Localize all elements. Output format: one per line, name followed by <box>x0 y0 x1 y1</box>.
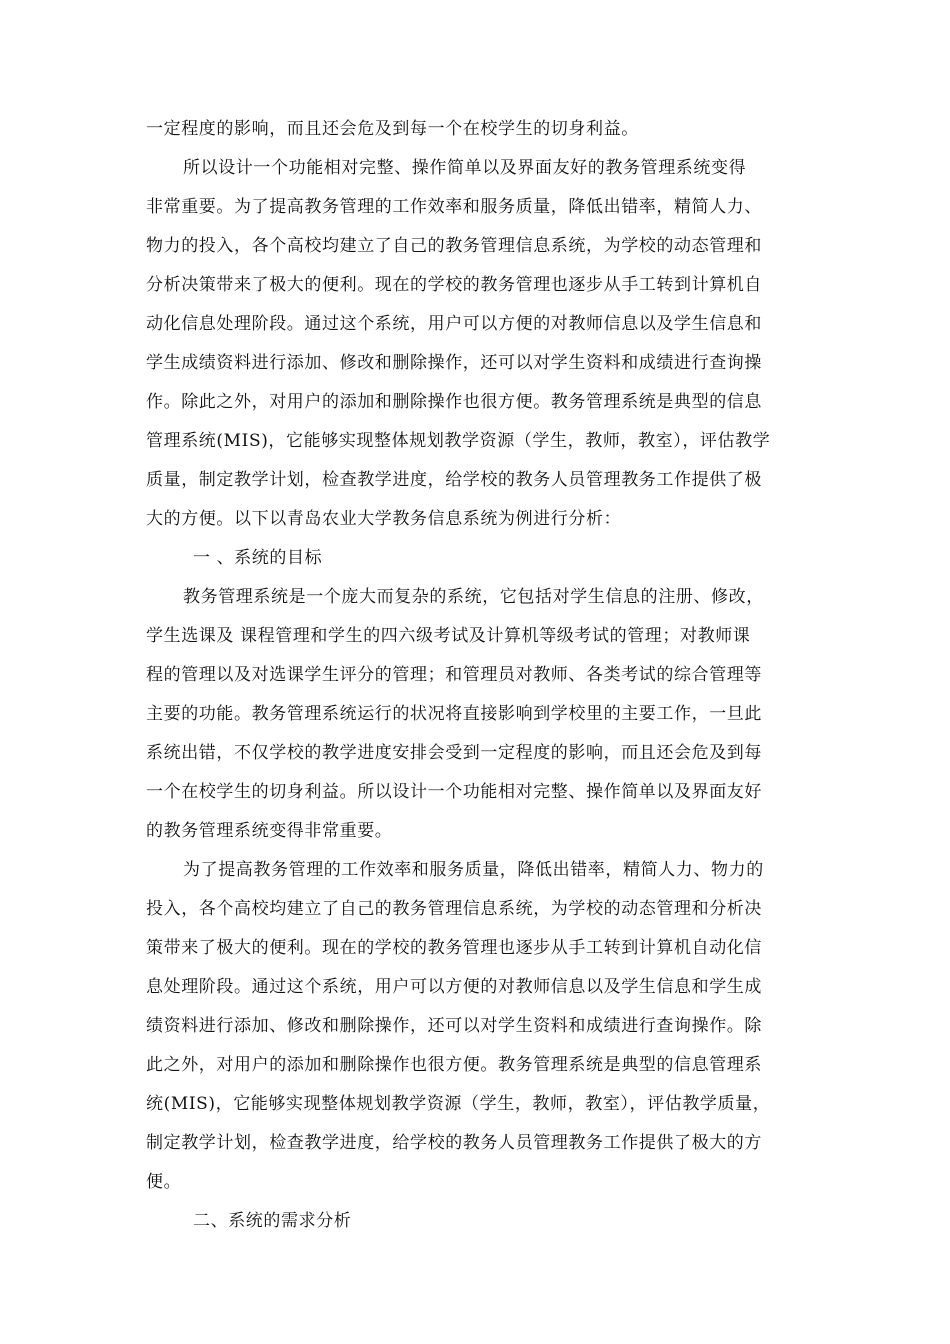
section-heading: 二、系统的需求分析 <box>193 1211 352 1231</box>
text-line: 教务管理系统是一个庞大而复杂的系统，它包括对学生信息的注册、修改， <box>183 587 764 607</box>
text-line: 质量，制定教学计划，检查教学进度，给学校的教务人员管理教务工作提供了极 <box>146 470 762 490</box>
text-line: 所以设计一个功能相对完整、操作简单以及界面友好的教务管理系统变得 <box>183 158 747 178</box>
text-line: 此之外，对用户的添加和删除操作也很方便。教务管理系统是典型的信息管理系 <box>146 1055 762 1075</box>
text-line: 一个在校学生的切身利益。所以设计一个功能相对完整、操作简单以及界面友好 <box>146 782 762 802</box>
section-heading: 一 、系统的目标 <box>193 548 323 568</box>
text-line: 一定程度的影响，而且还会危及到每一个在校学生的切身利益。 <box>146 119 639 139</box>
text-line: 大的方便。以下以青岛农业大学教务信息系统为例进行分析： <box>146 509 622 529</box>
text-line: 非常重要。为了提高教务管理的工作效率和服务质量，降低出错率，精简人力、 <box>146 197 762 217</box>
text-line: 制定教学计划，检查教学进度，给学校的教务人员管理教务工作提供了极大的方 <box>146 1133 762 1153</box>
text-line: 学生选课及 课程管理和学生的四六级考试及计算机等级考试的管理；对教师课 <box>146 626 751 646</box>
text-line: 作。除此之外，对用户的添加和删除操作也很方便。教务管理系统是典型的信息 <box>146 392 762 412</box>
text-line: 的教务管理系统变得非常重要。 <box>146 821 393 841</box>
text-line: 学生成绩资料进行添加、修改和删除操作，还可以对学生资料和成绩进行查询操 <box>146 353 762 373</box>
text-line: 分析决策带来了极大的便利。现在的学校的教务管理也逐步从手工转到计算机自 <box>146 275 762 295</box>
text-line: 动化信息处理阶段。通过这个系统，用户可以方便的对教师信息以及学生信息和 <box>146 314 762 334</box>
text-line: 为了提高教务管理的工作效率和服务质量，降低出错率，精简人力、物力的 <box>183 860 764 880</box>
text-line: 主要的功能。教务管理系统运行的状况将直接影响到学校里的主要工作，一旦此 <box>146 704 762 724</box>
text-line: 程的管理以及对选课学生评分的管理；和管理员对教师、各类考试的综合管理等 <box>146 665 762 685</box>
text-line: 统(MIS)，它能够实现整体规划教学资源（学生，教师，教室），评估教学质量， <box>146 1094 771 1114</box>
text-line: 绩资料进行添加、修改和删除操作，还可以对学生资料和成绩进行查询操作。除 <box>146 1016 762 1036</box>
text-line: 投入，各个高校均建立了自己的教务管理信息系统，为学校的动态管理和分析决 <box>146 899 762 919</box>
text-line: 息处理阶段。通过这个系统，用户可以方便的对教师信息以及学生信息和学生成 <box>146 977 762 997</box>
text-line: 策带来了极大的便利。现在的学校的教务管理也逐步从手工转到计算机自动化信 <box>146 938 762 958</box>
text-line: 管理系统(MIS)，它能够实现整体规划教学资源（学生，教师，教室），评估教学 <box>146 431 771 451</box>
text-line: 便。 <box>146 1172 182 1192</box>
text-line: 物力的投入，各个高校均建立了自己的教务管理信息系统，为学校的动态管理和 <box>146 236 762 256</box>
text-line: 系统出错，不仅学校的教学进度安排会受到一定程度的影响，而且还会危及到每 <box>146 743 762 763</box>
